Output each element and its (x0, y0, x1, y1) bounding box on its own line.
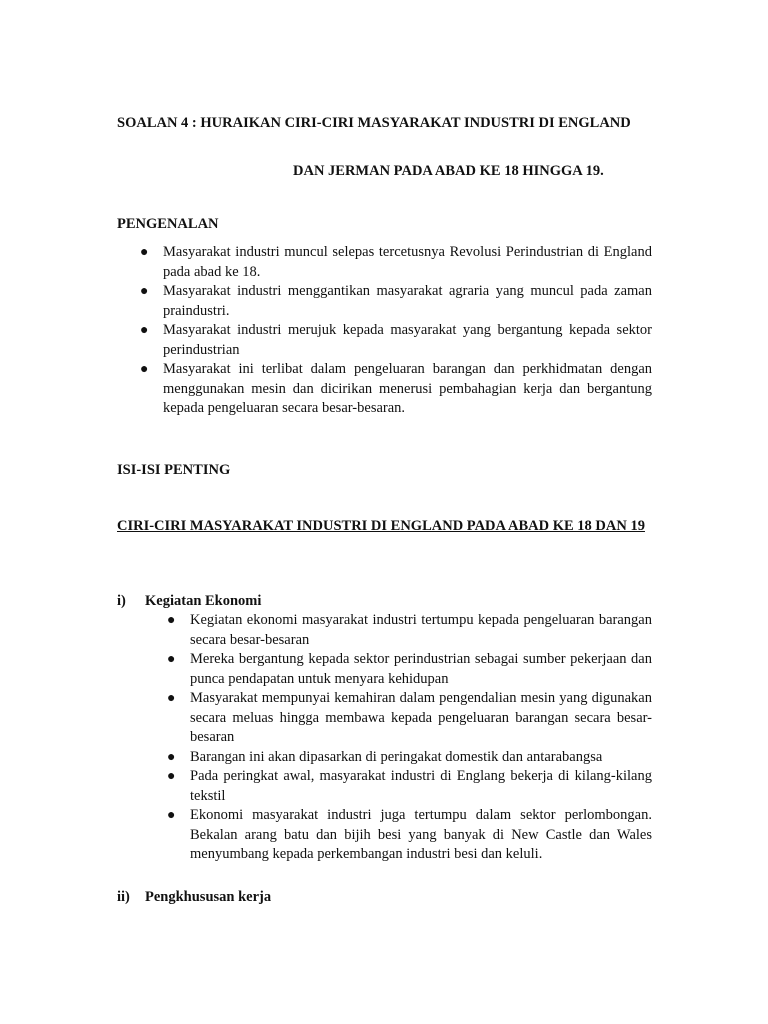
list-item: ● Masyarakat industri merujuk kepada masyarakat yang bergantung kepada sektor perindustrian (140, 322, 652, 358)
bullet-icon: ● (167, 613, 176, 628)
section-title: Pengkhususan kerja (145, 889, 272, 905)
kegiatan-ekonomi-bullet-list (167, 611, 652, 865)
bullet-icon: ● (140, 362, 149, 377)
list-item: ● Mereka bergantung kepada sektor perindustrian sebagai sumber pekerjaan dan punca pendapatan untuk menyara kehidupan (167, 651, 652, 687)
section-kegiatan-ekonomi-heading (117, 592, 261, 612)
bullet-icon: ● (167, 808, 176, 823)
list-item: ● Masyarakat industri menggantikan masyarakat agraria yang muncul pada zaman praindustri. (140, 283, 652, 319)
list-item: ● Masyarakat ini terlibat dalam pengeluaran barangan dan perkhidmatan dengan menggunakan mesin dan dicirikan menerusi pembahagian kerja dan bergantung kepada pengeluaran secara besar-besaran. (140, 361, 652, 416)
intro-bullet-list (140, 243, 652, 419)
section-number: i) (117, 593, 126, 609)
list-item: ● Masyarakat industri muncul selepas tercetusnya Revolusi Perindustrian di England pada abad ke 18. (140, 244, 652, 280)
england-subheading: CIRI-CIRI MASYARAKAT INDUSTRI DI ENGLAND PADA ABAD KE 18 DAN 19 (117, 518, 645, 534)
bullet-icon: ● (140, 323, 149, 338)
list-item: ● Barangan ini akan dipasarkan di peringakat domestik dan antarabangsa (190, 748, 652, 768)
main-heading: ISI-ISI PENTING (117, 462, 231, 478)
bullet-icon: ● (167, 652, 176, 667)
section-title: Kegiatan Ekonomi (145, 593, 262, 609)
list-item: ● Kegiatan ekonomi masyarakat industri tertumpu kepada pengeluaran barangan secara besar-besaran (167, 612, 652, 648)
bullet-icon: ● (167, 769, 176, 784)
section-pengkhususan-kerja-heading (117, 888, 271, 908)
section-number: ii) (117, 889, 130, 905)
question-title: SOALAN 4 : HURAIKAN CIRI-CIRI MASYARAKAT INDUSTRI DI ENGLAND (117, 115, 631, 131)
list-item: ● Masyarakat mempunyai kemahiran dalam pengendalian mesin yang digunakan secara meluas hingga membawa kepada pengeluaran barangan secara besar-besaran (167, 690, 652, 745)
list-item: ● Ekonomi masyarakat industri juga tertumpu dalam sektor perlombongan. Bekalan arang batu dan bijih besi yang banyak di New Castle dan Wales menyumbang kepada perkembangan industri besi dan keluli. (167, 807, 652, 862)
intro-heading: PENGENALAN (117, 216, 219, 232)
bullet-icon: ● (140, 245, 149, 260)
question-title-continuation: DAN JERMAN PADA ABAD KE 18 HINGGA 19. (293, 163, 604, 179)
bullet-icon: ● (140, 284, 149, 299)
list-item: ● Pada peringkat awal, masyarakat industri di Englang bekerja di kilang-kilang tekstil (167, 768, 652, 804)
bullet-icon: ● (167, 749, 176, 765)
bullet-icon: ● (167, 691, 176, 706)
